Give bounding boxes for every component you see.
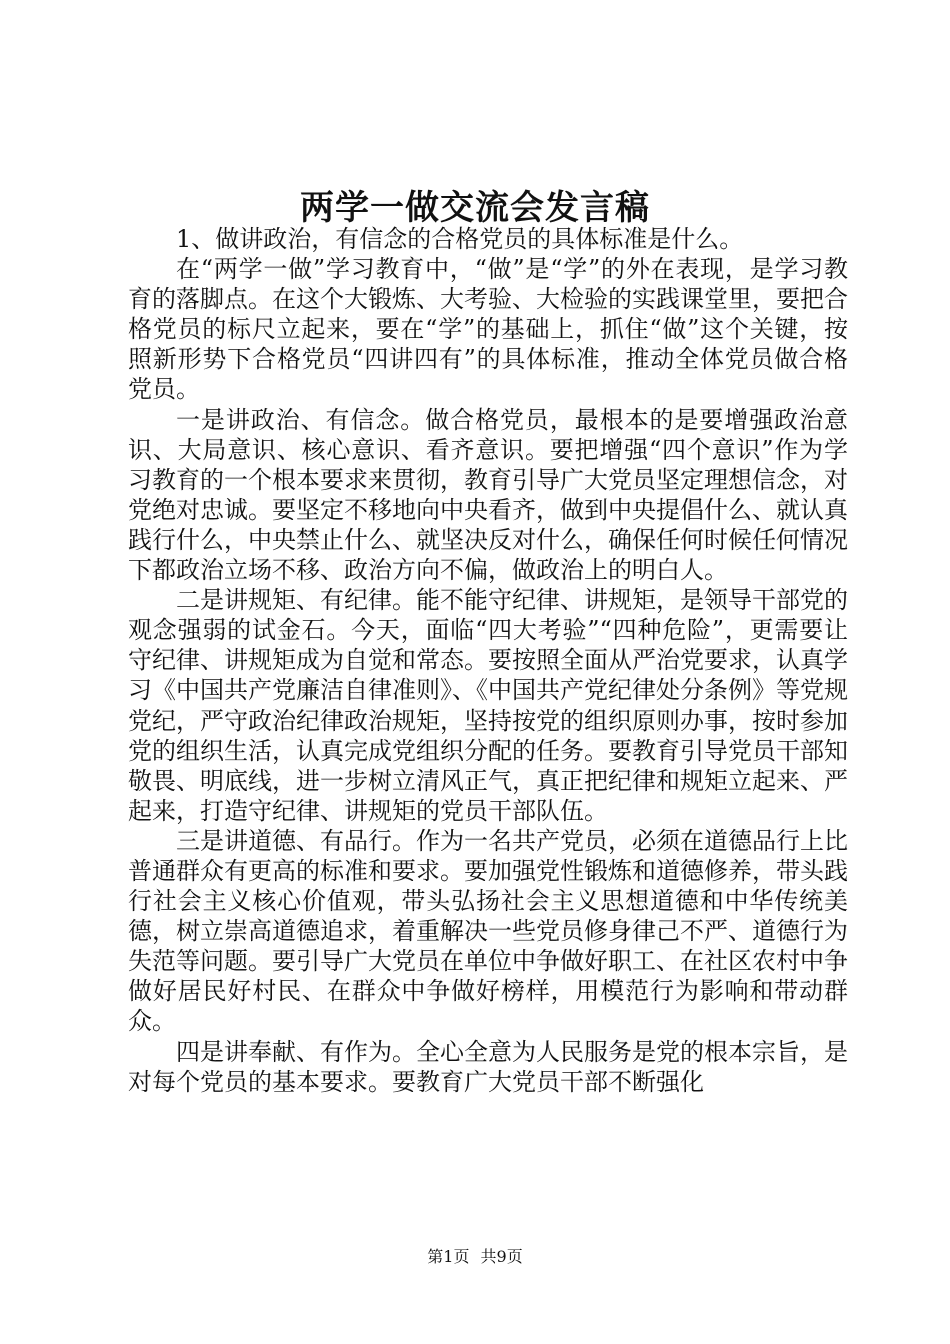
paragraph-dedication: 四是讲奉献、有作为。全心全意为人民服务是党的根本宗旨，是对每个党员的基本要求。要教育广大党员干部不断强化 bbox=[128, 1037, 848, 1096]
paragraph-politics: 一是讲政治、有信念。做合格党员，最根本的是要增强政治意识、大局意识、核心意识、看齐意识。要把增强“四个意识”作为学习教育的一个根本要求来贯彻，教育引导广大党员坚定理想信念，对党绝对忠诚。要坚定不移地向中央看齐，做到中央提倡什么、就认真践行什么，中央禁止什么、就坚决反对什么，确保任何时候任何情况下都政治立场不移、政治方向不偏，做政治上的明白人。 bbox=[128, 405, 848, 585]
paragraph-morality: 三是讲道德、有品行。作为一名共产党员，必须在道德品行上比普通群众有更高的标准和要求。要加强党性锻炼和道德修养，带头践行社会主义核心价值观，带头弘扬社会主义思想道德和中华传统美德，树立崇高道德追求，着重解决一些党员修身律己不严、道德行为失范等问题。要引导广大党员在单位中争做好职工、在社区农村中争做好居民好村民、在群众中争做好榜样，用模范行为影响和带动群众。 bbox=[128, 826, 848, 1036]
paragraph-discipline: 二是讲规矩、有纪律。能不能守纪律、讲规矩，是领导干部党的观念强弱的试金石。今天，面临“四大考验”“四种危险”，更需要让守纪律、讲规矩成为自觉和常态。要按照全面从严治党要求，认真学习《中国共产党廉洁自律准则》、《中国共产党纪律处分条例》等党规党纪，严守政治纪律政治规矩，坚持按党的组织原则办事，按时参加党的组织生活，认真完成党组织分配的任务。要教育引导党员干部知敬畏、明底线，进一步树立清风正气，真正把纪律和规矩立起来、严起来，打造守纪律、讲规矩的党员干部队伍。 bbox=[128, 586, 848, 825]
page-footer bbox=[0, 1247, 950, 1267]
document-body bbox=[128, 224, 848, 1097]
page-total: 共9页 bbox=[480, 1247, 523, 1266]
page-number: 第1页 bbox=[427, 1247, 470, 1266]
paragraph-intro: 在“两学一做”学习教育中，“做”是“学”的外在表现，是学习教育的落脚点。在这个大锻炼、大考验、大检验的实践课堂里，要把合格党员的标尺立起来，要在“学”的基础上，抓住“做”这个关键，按照新形势下合格党员“四讲四有”的具体标准，推动全体党员做合格党员。 bbox=[128, 255, 848, 404]
paragraph-question: 1、做讲政治，有信念的合格党员的具体标准是什么。 bbox=[176, 225, 744, 253]
document-title: 两学一做交流会发言稿 bbox=[300, 188, 650, 228]
